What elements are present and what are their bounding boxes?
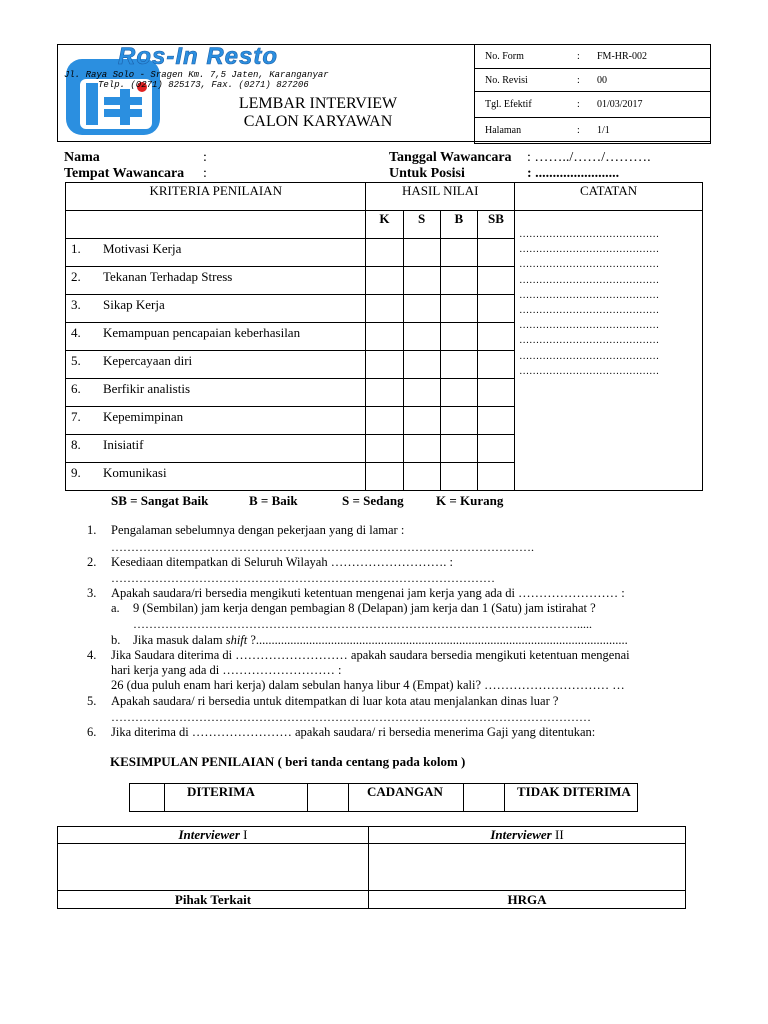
row-label: Kemampuan pencapaian keberhasilan (103, 325, 301, 340)
row-num: 5. (71, 353, 81, 368)
score-sb[interactable] (477, 463, 514, 491)
row-num: 2. (71, 269, 81, 284)
score-k[interactable] (366, 295, 403, 323)
meta-label: No. Revisi (475, 69, 578, 92)
logo-area (58, 45, 474, 141)
row-label: Sikap Kerja (103, 297, 165, 312)
score-sb[interactable] (477, 351, 514, 379)
score-sb[interactable] (477, 295, 514, 323)
form-title-line1: LEMBAR INTERVIEW (238, 95, 398, 112)
score-k[interactable] (366, 351, 403, 379)
score-sb[interactable] (477, 407, 514, 435)
meta-value: 1/1 (597, 118, 711, 144)
catatan-line: …………………………………… (519, 350, 660, 362)
row-num: 8. (71, 437, 81, 452)
score-b[interactable] (440, 267, 477, 295)
legend-b: B = Baik (249, 493, 298, 508)
row-label: Berfikir analistis (103, 381, 191, 396)
table-subheader-row (66, 211, 703, 239)
q3a-answer[interactable]: …………………………………………………………………………………………………..... (133, 617, 592, 631)
q5-text: Apakah saudara/ ri bersedia untuk ditempatkan di luar kota atau menjalankan dinas luar ? (111, 694, 559, 708)
score-s[interactable] (403, 323, 440, 351)
hrga: HRGA (369, 891, 686, 909)
score-s[interactable] (403, 435, 440, 463)
q3-text: Apakah saudara/ri bersedia mengikuti ketentuan mengenai jam kerja yang ada di …………………… : (111, 586, 625, 600)
col-kriteria: KRITERIA PENILAIAN (66, 183, 366, 211)
tanggal-value: : ……../……/………. (527, 150, 651, 165)
catatan-cell[interactable] (515, 211, 703, 491)
catatan-line: …………………………………… (519, 335, 660, 347)
signature-footer-row (58, 891, 686, 909)
score-sb[interactable] (477, 239, 514, 267)
catatan-line: …………………………………… (519, 229, 660, 240)
signature-space-row (58, 844, 686, 891)
signature-table (57, 826, 686, 909)
score-s[interactable] (403, 379, 440, 407)
row-num: 4. (71, 325, 81, 340)
form-meta-table (474, 44, 711, 144)
form-title (198, 95, 438, 131)
score-k[interactable] (366, 463, 403, 491)
score-k[interactable] (366, 435, 403, 463)
q3b-shift: shift (225, 633, 248, 647)
q1-answer[interactable]: ……………………………………………………………………………………………. (111, 540, 534, 554)
row-label: Komunikasi (103, 465, 167, 480)
score-k[interactable] (366, 239, 403, 267)
form-header (57, 44, 711, 142)
row-label: Motivasi Kerja (103, 241, 182, 256)
opt-tidak-diterima: TIDAK DITERIMA (505, 784, 638, 812)
meta-row (475, 92, 711, 118)
tempat-sep: : (203, 166, 207, 181)
interviewer-2-num: II (551, 827, 564, 842)
meta-value: 00 (597, 69, 711, 92)
score-s[interactable] (403, 407, 440, 435)
meta-sep: : (577, 69, 597, 92)
meta-sep: : (577, 92, 597, 118)
legend-k: K = Kurang (436, 493, 504, 508)
signature-header-row (58, 827, 686, 844)
score-k[interactable] (366, 323, 403, 351)
score-b[interactable] (440, 407, 477, 435)
score-s[interactable] (403, 295, 440, 323)
meta-label: No. Form (475, 45, 578, 69)
score-b[interactable] (440, 323, 477, 351)
col-k: K (366, 211, 403, 239)
row-label: Kepercayaan diri (103, 353, 193, 368)
interviewer-1-header (58, 827, 369, 844)
score-s[interactable] (403, 463, 440, 491)
pihak-terkait: Pihak Terkait (58, 891, 369, 909)
checkbox-cadangan[interactable] (308, 784, 349, 812)
opt-diterima: DITERIMA (165, 784, 308, 812)
row-num: 9. (71, 465, 81, 480)
q5-answer[interactable]: ………………………………………………………………………………………………………… (111, 710, 591, 724)
kesimpulan-row (130, 784, 638, 812)
q3b-post[interactable]: ?....................................................................................................................... (247, 633, 628, 647)
meta-row (475, 118, 711, 144)
q3b-text (133, 633, 628, 648)
q3b-letter: b. (111, 633, 121, 647)
posisi-label: Untuk Posisi (389, 166, 465, 181)
catatan-line: …………………………………… (519, 289, 660, 301)
row-label: Kepemimpinan (103, 409, 184, 424)
interviewer-1-num: I (239, 827, 248, 842)
meta-sep: : (577, 45, 597, 69)
score-b[interactable] (440, 295, 477, 323)
meta-value: 01/03/2017 (597, 92, 711, 118)
q6-text: Jika diterima di …………………… apakah saudara/ ri bersedia menerima Gaji yang ditentukan: (111, 725, 596, 739)
score-s[interactable] (403, 351, 440, 379)
tanggal-label: Tanggal Wawancara (389, 150, 512, 165)
row-label: Tekanan Terhadap Stress (103, 269, 233, 284)
kesimpulan-table (129, 783, 638, 812)
q5-number: 5. (87, 694, 97, 708)
brand-name: Ros-In Resto (118, 43, 279, 70)
score-b[interactable] (440, 239, 477, 267)
score-sb[interactable] (477, 435, 514, 463)
company-phone: Telp. (0271) 825173, Fax. (0271) 827206 (98, 80, 309, 90)
q1-number: 1. (87, 523, 97, 537)
q3-number: 3. (87, 586, 97, 600)
row-num: 6. (71, 381, 81, 396)
meta-value: FM-HR-002 (597, 45, 711, 69)
signature-box-2[interactable] (369, 844, 686, 891)
legend-sb: SB = Sangat Baik (111, 493, 209, 508)
score-sb[interactable] (477, 323, 514, 351)
catatan-line: …………………………………… (519, 259, 660, 271)
q6-number: 6. (87, 725, 97, 739)
nama-sep: : (203, 150, 207, 165)
meta-row (475, 45, 711, 69)
q2-text: Kesediaan ditempatkan di Seluruh Wilayah ………………………. : (111, 555, 453, 569)
meta-label: Tgl. Efektif (475, 92, 578, 118)
q4-line1: Jika Saudara diterima di ……………………… apakah saudara bersedia mengikuti ketentuan mengenai (111, 648, 630, 662)
q1-text: Pengalaman sebelumnya dengan pekerjaan yang di lamar : (111, 523, 405, 537)
score-b[interactable] (440, 379, 477, 407)
meta-label: Halaman (475, 118, 578, 144)
col-s: S (403, 211, 440, 239)
score-b[interactable] (440, 351, 477, 379)
q3b-pre: Jika masuk dalam (133, 633, 226, 647)
catatan-line: …………………………………… (519, 274, 660, 286)
score-s[interactable] (403, 267, 440, 295)
q3a-text: 9 (Sembilan) jam kerja dengan pembagian 8 (Delapan) jam kerja dan 1 (Satu) jam istirahat ? (133, 601, 596, 615)
posisi-value: : ........................ (527, 166, 620, 181)
company-address: Jl. Raya Solo - Sragen Km. 7,5 Jaten, Karanganyar (64, 70, 329, 80)
legend-s: S = Sedang (342, 493, 404, 508)
table-header-row (66, 183, 703, 211)
catatan-line: …………………………………… (519, 365, 660, 377)
nama-label: Nama (64, 150, 100, 165)
col-sb: SB (477, 211, 514, 239)
q3a-letter: a. (111, 601, 120, 615)
score-b[interactable] (440, 463, 477, 491)
catatan-line: …………………………………… (519, 320, 660, 332)
col-hasil: HASIL NILAI (366, 183, 515, 211)
catatan-line: …………………………………… (519, 305, 660, 317)
meta-sep: : (577, 118, 597, 144)
q4-line2: hari kerja yang ada di ……………………… : (111, 663, 342, 677)
kesimpulan-title: KESIMPULAN PENILAIAN ( beri tanda centang pada kolom ) (110, 754, 466, 769)
checkbox-tidak-diterima[interactable] (464, 784, 505, 812)
opt-cadangan: CADANGAN (349, 784, 464, 812)
col-b: B (440, 211, 477, 239)
row-num: 3. (71, 297, 81, 312)
tempat-label: Tempat Wawancara (64, 166, 185, 181)
catatan-line: …………………………………… (519, 244, 660, 256)
meta-row (475, 69, 711, 92)
score-k[interactable] (366, 407, 403, 435)
q4-number: 4. (87, 648, 97, 662)
checkbox-diterima[interactable] (130, 784, 165, 812)
row-num: 7. (71, 409, 81, 424)
q2-number: 2. (87, 555, 97, 569)
signature-box-1[interactable] (58, 844, 369, 891)
row-label: Inisiatif (103, 437, 144, 452)
score-sb[interactable] (477, 267, 514, 295)
form-title-line2: CALON KARYAWAN (243, 113, 393, 130)
q2-answer[interactable]: …………………………………………………………………………………… (111, 571, 495, 585)
col-catatan: CATATAN (515, 183, 703, 211)
interviewer-2-label: Interviewer (490, 827, 552, 842)
interviewer-1-label: Interviewer (178, 827, 240, 842)
score-k[interactable] (366, 379, 403, 407)
score-sb[interactable] (477, 379, 514, 407)
interviewer-2-header (369, 827, 686, 844)
assessment-table (65, 182, 703, 491)
q4-line3[interactable]: 26 (dua puluh enam hari kerja) dalam sebulan hanya libur 4 (Empat) kali? ………………………… … (111, 678, 625, 692)
score-k[interactable] (366, 267, 403, 295)
row-num: 1. (71, 241, 81, 256)
score-s[interactable] (403, 239, 440, 267)
score-b[interactable] (440, 435, 477, 463)
